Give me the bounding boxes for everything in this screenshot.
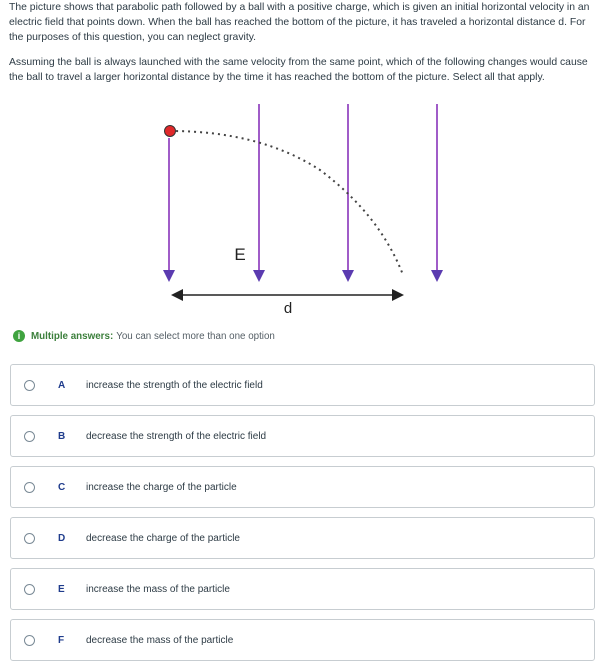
radio-button[interactable] xyxy=(24,482,35,493)
option-letter: F xyxy=(58,634,65,646)
info-icon: i xyxy=(13,330,25,342)
notice-text: You can select more than one option xyxy=(116,330,275,342)
radio-button[interactable] xyxy=(24,635,35,646)
option-text: decrease the mass of the particle xyxy=(86,634,234,646)
field-label: E xyxy=(234,245,246,264)
option-a[interactable] xyxy=(10,364,595,406)
ball-path xyxy=(170,131,403,275)
radio-button[interactable] xyxy=(24,533,35,544)
radio-button[interactable] xyxy=(24,584,35,595)
charged-ball xyxy=(165,126,176,137)
electric-field-diagram xyxy=(0,0,604,330)
option-c[interactable] xyxy=(10,466,595,508)
option-text: decrease the strength of the electric field xyxy=(86,430,267,442)
option-text: increase the charge of the particle xyxy=(86,481,237,493)
option-f[interactable] xyxy=(10,619,595,661)
question-paragraph-2: Assuming the ball is always launched with the same velocity from the same point, which of the following changes would cause the ball to travel a larger horizontal distance by the time it has reached the bottom of the picture. Select all that apply. xyxy=(9,57,588,83)
option-letter: B xyxy=(58,430,66,442)
radio-button[interactable] xyxy=(24,380,35,391)
radio-button[interactable] xyxy=(24,431,35,442)
option-text: increase the mass of the particle xyxy=(86,583,230,595)
multiple-answers-notice xyxy=(13,329,275,343)
option-text: decrease the charge of the particle xyxy=(86,532,240,544)
notice-bold: Multiple answers: xyxy=(31,330,114,342)
question-paragraph-1: The picture shows that parabolic path followed by a ball with a positive charge, which is given an initial horizontal velocity in an electric field that points down. When the ball has reached the bottom of the picture, it has traveled a horizontal distance d. For the purposes of this question, you can neglect gravity. xyxy=(9,2,590,43)
answer-options xyxy=(10,364,595,670)
option-b[interactable] xyxy=(10,415,595,457)
option-text: increase the strength of the electric field xyxy=(86,379,263,391)
option-letter: A xyxy=(58,379,66,391)
option-e[interactable] xyxy=(10,568,595,610)
option-letter: D xyxy=(58,532,66,544)
option-d[interactable] xyxy=(10,517,595,559)
distance-label: d xyxy=(283,300,293,317)
option-letter: C xyxy=(58,481,66,493)
option-letter: E xyxy=(58,583,65,595)
